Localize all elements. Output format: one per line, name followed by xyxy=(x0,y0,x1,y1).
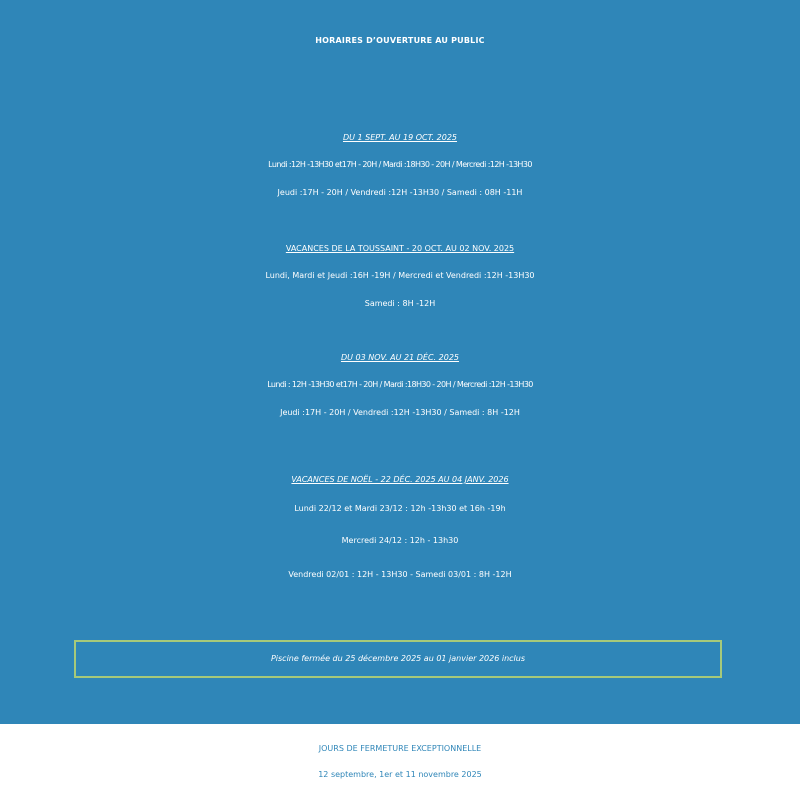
section-heading: DU 1 SEPT. AU 19 OCT. 2025 xyxy=(342,133,458,142)
section-toussaint xyxy=(0,236,800,318)
section-heading: DU 03 NOV. AU 21 DÉC. 2025 xyxy=(340,353,460,362)
section-noel xyxy=(0,467,800,589)
schedule-line: Jeudi :17H - 20H / Vendredi :12H -13H30 / Samedi : 08H -11H xyxy=(277,188,523,197)
schedule-line: Samedi : 8H -12H xyxy=(364,299,436,308)
section-sept-oct xyxy=(0,125,800,207)
footer-title: JOURS DE FERMETURE EXCEPTIONNELLE xyxy=(318,744,482,753)
section-nov-dec xyxy=(0,345,800,427)
schedule-line: Lundi, Mardi et Jeudi :16H -19H / Mercredi et Vendredi :12H -13H30 xyxy=(265,271,535,280)
schedule-line: Lundi : 12H -13H30 et17H - 20H / Mardi :18H30 - 20H / Mercredi :12H -13H30 xyxy=(267,380,533,389)
schedule-line: Lundi 22/12 et Mardi 23/12 : 12h -13h30 et 16h -19h xyxy=(294,504,506,513)
schedule-line: Jeudi :17H - 20H / Vendredi :12H -13H30 / Samedi : 8H -12H xyxy=(280,408,520,417)
closure-days-footer xyxy=(0,724,800,800)
pool-closed-notice: Piscine fermée du 25 décembre 2025 au 01 janvier 2026 inclus xyxy=(74,640,722,678)
schedule-line: Mercredi 24/12 : 12h - 13h30 xyxy=(341,536,459,545)
schedule-line: Vendredi 02/01 : 12H - 13H30 - Samedi 03/01 : 8H -12H xyxy=(288,570,512,579)
page-title: HORAIRES D’OUVERTURE AU PUBLIC xyxy=(315,36,485,45)
footer-dates: 12 septembre, 1er et 11 novembre 2025 xyxy=(318,770,482,779)
schedule-line: Lundi :12H -13H30 et17H - 20H / Mardi :18H30 - 20H / Mercredi :12H -13H30 xyxy=(268,160,532,169)
section-heading: VACANCES DE LA TOUSSAINT - 20 OCT. AU 02 NOV. 2025 xyxy=(285,244,515,253)
section-heading: VACANCES DE NOËL - 22 DÉC. 2025 AU 04 JANV. 2026 xyxy=(291,475,509,484)
